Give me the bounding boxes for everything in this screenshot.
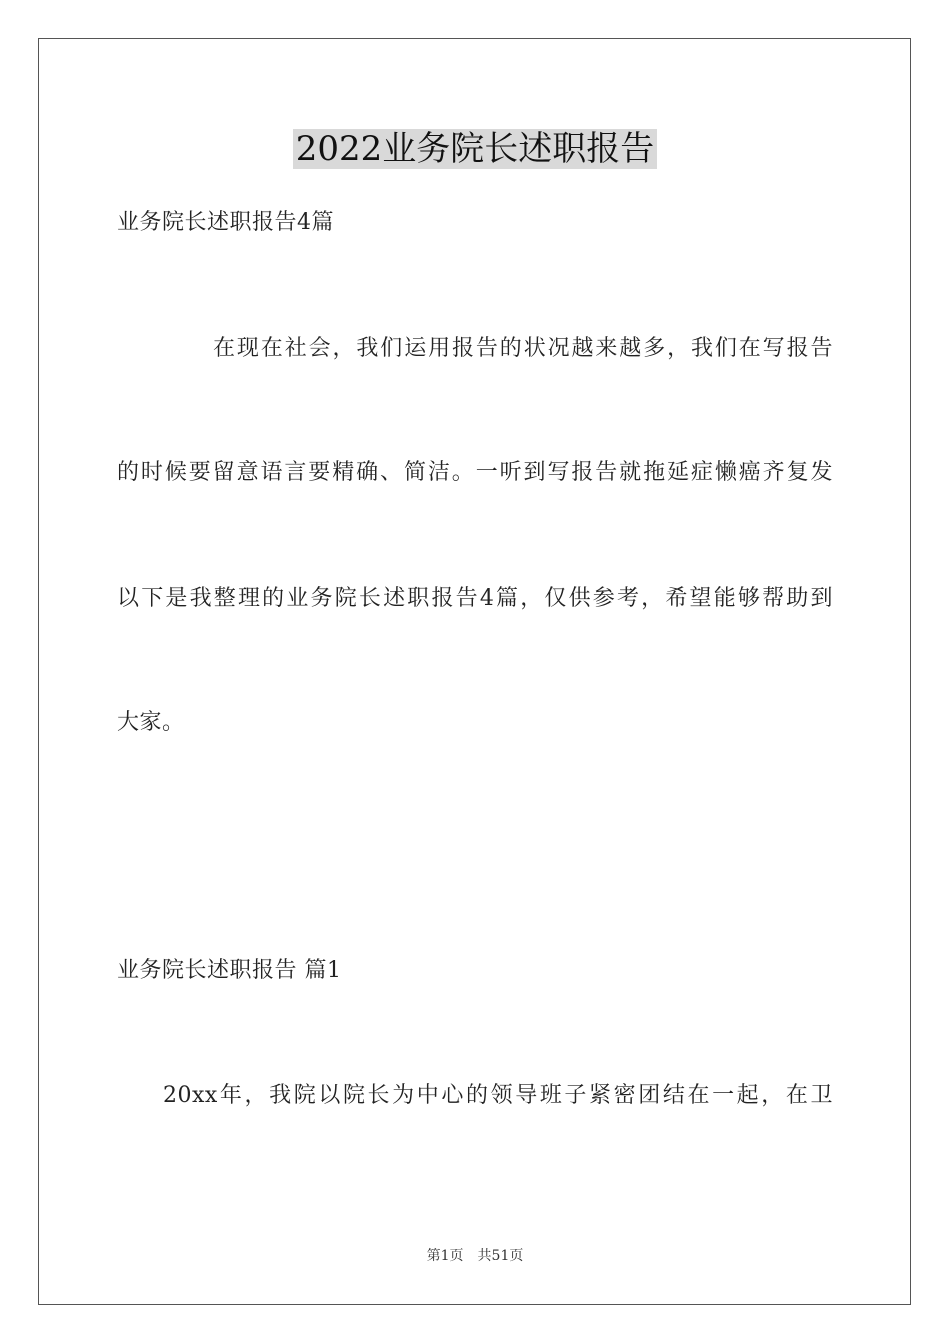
intro-line-2: 的时候要留意语言要精确、简洁。一听到写报告就拖延症懒癌齐复发 — [117, 460, 833, 485]
intro-line-1: 在现在社会，我们运用报告的状况越来越多，我们在写报告 — [213, 336, 833, 361]
document-title: 2022业务院长述职报告 — [293, 129, 658, 169]
page-footer: 第1页 共51页 — [426, 1248, 524, 1264]
document-subtitle: 业务院长述职报告4篇 — [117, 210, 334, 235]
section-heading: 业务院长述职报告 篇1 — [117, 958, 342, 983]
intro-line-3: 以下是我整理的业务院长述职报告4篇，仅供参考，希望能够帮助到 — [117, 586, 833, 611]
section-paragraph-line: 20xx年，我院以院长为中心的领导班子紧密团结在一起，在卫 — [163, 1083, 833, 1108]
document-title-container — [0, 126, 950, 172]
intro-line-4: 大家。 — [117, 710, 185, 735]
